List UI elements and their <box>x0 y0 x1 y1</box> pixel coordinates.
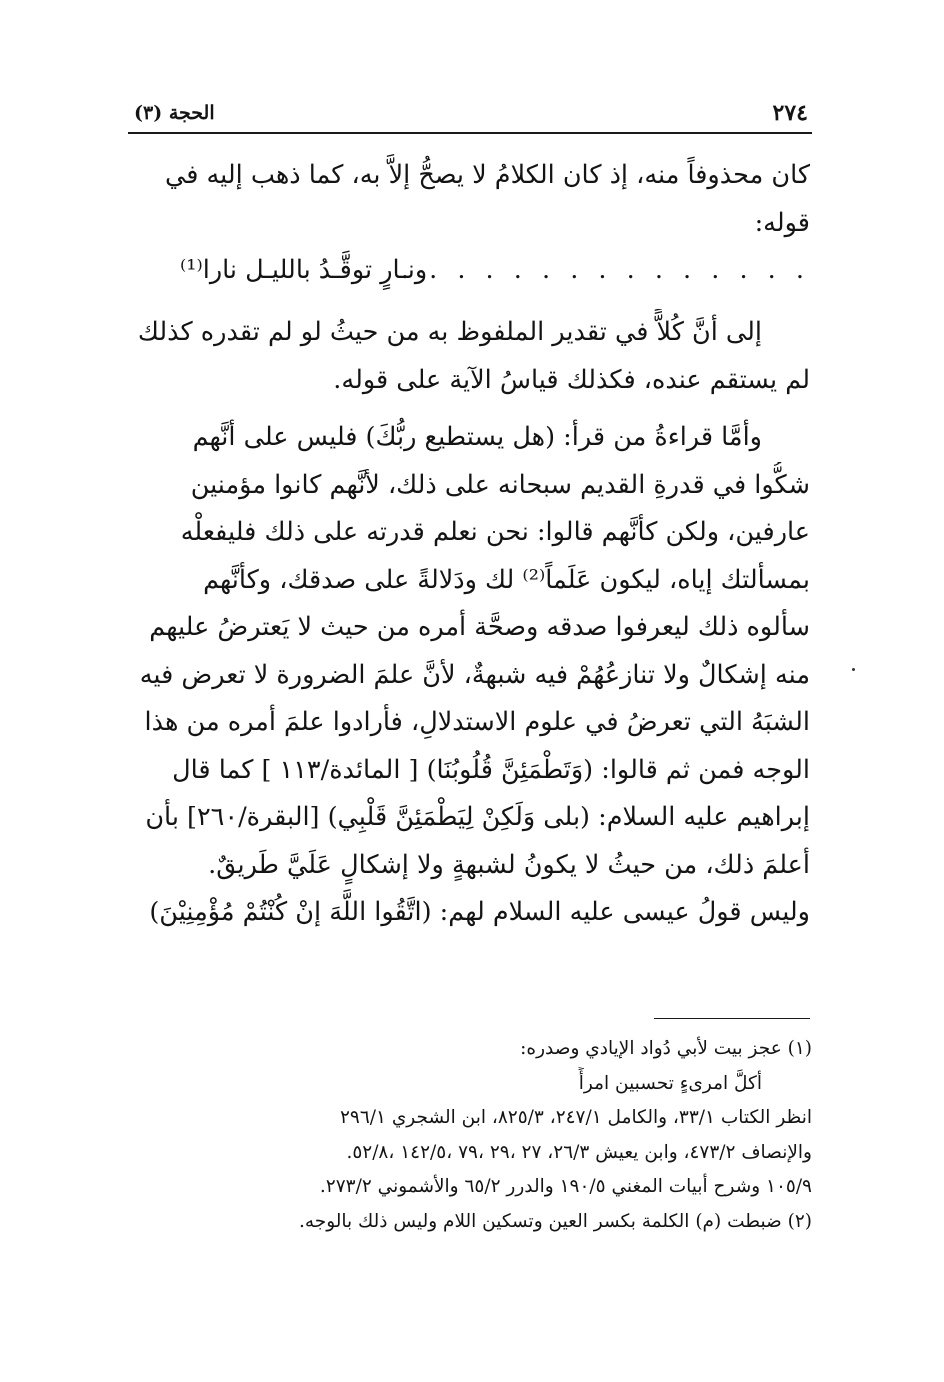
footnote-separator <box>654 1018 810 1019</box>
footnote-1-sources: ١٠٥/٩ وشرح أبيات المغني ١٩٠/٥ والدرر ٦٥/٢ والأشموني ٢٧٣/٢. <box>319 1176 812 1197</box>
verse-ellipsis: . . . . . . . . . . . . . . . <box>400 255 810 285</box>
text-line: أعلمَ ذلك، من حيثُ لا يكونُ لشبهةٍ ولا إشكالٍ عَلَيَّ طَريقٌ. <box>208 849 810 880</box>
footnote-2: (٢) ضبطت (م) الكلمة بكسر العين وتسكين اللام وليس ذلك بالوجه. <box>298 1210 812 1232</box>
text-line: وأمَّا قراءةُ من قرأ: (هل يستطيع ربُّكَ) فليس على أنَّهم <box>192 422 762 452</box>
main-text <box>130 152 810 937</box>
text-line: الشبَهُ التي تعرضُ في علوم الاستدلالِ، فأرادوا علمَ أمره من هذا <box>144 707 810 737</box>
text-line: إلى أنَّ كُلاًّ في تقدير الملفوظ به من حيثُ لو لم تقدره كذلك <box>137 317 762 347</box>
footnote-1: (١) عجز بيت لأبي دُواد الإيادي وصدره: <box>520 1038 812 1059</box>
footnote-1-sources: والإنصاف ٤٧٣/٢، وابن يعيش ٢٦/٣، ٢٧ ،٢٩ ،٧٩ ،١٤٢/٥ ،٥٢/٨. <box>346 1141 812 1163</box>
verse-hemistich: ونـارٍ توقَّـدُ بالليـل نارا⁽¹⁾ <box>180 255 428 285</box>
footnotes <box>130 1032 812 1239</box>
running-title: الحجة (٣) <box>134 102 215 124</box>
text-line: قوله: <box>754 207 810 238</box>
print-speck <box>852 668 855 671</box>
text-line: إبراهيم عليه السلام: (بلى وَلَكِنْ لِيَطْمَئِنَّ قَلْبِي) [البقرة/٢٦٠] بأن <box>145 802 810 832</box>
text-line: الوجه فمن ثم قالوا: (وَتَطْمَئِنَّ قُلُوبُنَا) [ المائدة/١١٣ ] كما قال <box>172 754 810 785</box>
page-number: ٢٧٤ <box>772 100 808 126</box>
text-line: عارفين، ولكن كأنَّهم قالوا: نحن نعلم قدرته على ذلك فليفعلْه <box>180 517 810 547</box>
text-line: سألوه ذلك ليعرفوا صدقه وصحَّة أمره من حيث لا يَعترضُ عليهم <box>149 612 810 642</box>
text-line: منه إشكالٌ ولا تنازعُهُمْ فيه شبهةٌ، لأنَّ علمَ الضرورة لا تعرض فيه <box>139 659 810 690</box>
footnote-1-sources: انظر الكتاب ٣٣/١، والكامل ٢٤٧/١، ٨٢٥/٣، ابن الشجري ٢٩٦/١ <box>339 1107 812 1128</box>
footnote-1-verse: أكلَّ امرىءٍ تحسبين امرأً <box>578 1072 762 1094</box>
text-line: كان محذوفاً منه، إذ كان الكلامُ لا يصحُّ إلاَّ به، كما ذهب إليه في <box>164 160 810 190</box>
poetry-verse <box>130 247 810 299</box>
page-header <box>128 98 812 134</box>
text-line: لم يستقم عنده، فكذلك قياسُ الآية على قوله. <box>333 364 810 395</box>
text-line: وليس قولُ عيسى عليه السلام لهم: (اتَّقُوا اللَّهَ إنْ كُنْتُمْ مُؤْمِنِيْنَ) <box>149 897 810 927</box>
text-line: بمسألتك إياه، ليكون عَلَماً⁽²⁾ لك ودَلالةً على صدقك، وكأنَّهم <box>203 564 810 595</box>
text-line: شكُّوا في قدرةِ القديم سبحانه على ذلك، لأنَّهم كانوا مؤمنين <box>190 469 810 500</box>
